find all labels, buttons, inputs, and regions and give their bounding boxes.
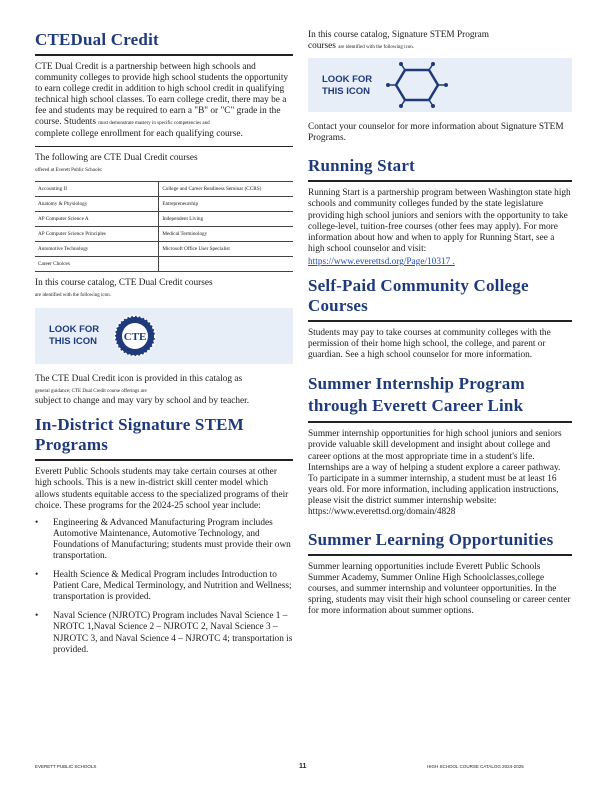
footer-left: EVERETT PUBLIC SCHOOLS bbox=[35, 764, 97, 769]
table-cell: Accounting II bbox=[35, 181, 159, 196]
summer-learning-heading: Summer Learning Opportunities bbox=[308, 530, 554, 550]
cte-catalog-text: In this course catalog, CTE Dual Credit courses bbox=[35, 277, 213, 288]
page-footer bbox=[35, 764, 555, 769]
cte-look-for-box bbox=[35, 308, 293, 364]
table-cell: Independent Living bbox=[159, 211, 293, 226]
stem-catalog-note bbox=[308, 30, 572, 52]
cte-intro-paragraph bbox=[35, 62, 293, 140]
table-cell: College and Career Readiness Seminar (CCRS) bbox=[159, 181, 293, 196]
look-for-line2: THIS ICON bbox=[322, 86, 371, 98]
cte-badge-icon bbox=[113, 314, 157, 363]
table-cell: Medical Terminology bbox=[159, 226, 293, 241]
heading-rule bbox=[308, 180, 572, 182]
cte-badge-text: CTE bbox=[123, 331, 147, 344]
look-for-line1: LOOK FOR bbox=[322, 74, 373, 86]
table-row bbox=[35, 211, 293, 226]
self-paid-heading: Self-Paid Community College Courses bbox=[308, 276, 529, 316]
heading-rule bbox=[35, 459, 293, 461]
icon-note-end: subject to change and may vary by school and by teacher. bbox=[35, 396, 250, 407]
footer-right: HIGH SCHOOL COURSE CATALOG 2024-2025 bbox=[427, 764, 524, 769]
table-row bbox=[35, 181, 293, 196]
cte-catalog-note bbox=[35, 278, 293, 300]
list-item: • Naval Science (NJROTC) Program includes Naval Science 1 – NROTC 1,Naval Science 2 – NJROTC 2, Naval Science 3 – NJROTC 3, and Naval Science 4 – NJROTC 4; transportation is provided. bbox=[35, 611, 293, 655]
left-column bbox=[35, 0, 293, 664]
section-rule bbox=[35, 146, 293, 147]
cte-dual-credit-heading: CTEDual Credit bbox=[35, 30, 159, 49]
list-item: • Health Science & Medical Program includes Introduction to Patient Care, Medical Terminology, and Nutrition and Wellness; transportation is provided. bbox=[35, 570, 293, 603]
cte-icon-note bbox=[35, 374, 293, 407]
cte-intro-end: complete college enrollment for each qualifying course. bbox=[35, 128, 243, 139]
cte-intro-text: CTE Dual Credit is a partnership between high schools and community colleges to provide high school students the opportunity to earn college credit in addition to high school credit in qualifying technical high school classes. To earn college credit, there may be a fee and students may be required to earn a "B" or "C" grade in the course. Students bbox=[35, 62, 289, 128]
stem-programs-paragraph: Everett Public Schools students may take certain courses at other high schools. This is a new in-district skill center model which allows students equitable access to the specialized programs of their choice. These programs for the 2024-25 school year include: bbox=[35, 467, 289, 511]
look-for-line2: THIS ICON bbox=[49, 336, 98, 348]
cte-catalog-small: are identified with the following icon. bbox=[35, 292, 111, 298]
stem-programs-heading: In-District Signature STEM Programs bbox=[35, 415, 244, 455]
running-start-paragraph: Running Start is a partnership program between Washington state high schools and community colleges funded by the state legislature providing high school juniors and seniors with the opportunity to take college-level, tuition-free courses (other fees may apply). For more information about how and when to apply for Running Start, see a high school counselor and visit: bbox=[308, 188, 571, 254]
table-cell: Career Choices bbox=[35, 256, 159, 271]
summer-learning-paragraph: Summer learning opportunities include Everett Public Schools Summer Academy, Summer Online High Schoolclasses,college courses, and summer internship and volunteer opportunities. In the spring, students may visit their high school counseling or career center for more information about summer options. bbox=[308, 562, 571, 617]
summer-internship-paragraph: Summer internship opportunities for high school juniors and seniors provide valuable skill development and insight about college and career options at the most appropriate time in a student's life. Internships are a way of helping a student explore a career pathway. To participate in a summer internship, a student must be at least 16 years old. For more information, including application instructions, please visit the district summer internship website: https://www.everettsd.org/domain/4828 bbox=[308, 429, 562, 517]
stem-catalog-courses: courses bbox=[308, 41, 336, 52]
table-cell: Anatomy & Physiology bbox=[35, 196, 159, 211]
table-cell: Microsoft Office User Specialist bbox=[159, 241, 293, 256]
heading-rule bbox=[308, 320, 572, 322]
dual-credit-courses-table bbox=[35, 181, 293, 272]
page-number: 11 bbox=[299, 763, 307, 770]
table-row bbox=[35, 241, 293, 256]
heading-rule bbox=[308, 554, 572, 556]
look-for-line1: LOOK FOR bbox=[49, 324, 100, 336]
stem-programs-list bbox=[35, 518, 293, 656]
icon-note-text: The CTE Dual Credit icon is provided in this catalog as bbox=[35, 374, 243, 385]
stem-catalog-text: In this course catalog, Signature STEM Program bbox=[308, 30, 489, 40]
heading-rule bbox=[308, 421, 572, 423]
courses-intro bbox=[35, 153, 293, 175]
stem-contact-text: Contact your counselor for more information about Signature STEM Programs. bbox=[308, 122, 564, 144]
list-item: • Engineering & Advanced Manufacturing Program includes Automotive Maintenance, Automotive Technology, and Foundations of Manufacturing; students must provide their own transportation. bbox=[35, 518, 293, 562]
look-for-label bbox=[322, 74, 372, 98]
table-cell: AP Computer Science A bbox=[35, 211, 159, 226]
running-start-link-line bbox=[308, 257, 572, 268]
courses-intro-text: The following are CTE Dual Credit courses bbox=[35, 152, 198, 163]
self-paid-paragraph: Students may pay to take courses at community colleges with the permission of their home high school, the college, and parent or guardian. See a high school counselor for more information. bbox=[308, 328, 551, 361]
heading-rule bbox=[35, 54, 293, 56]
table-row bbox=[35, 226, 293, 241]
table-row bbox=[35, 196, 293, 211]
table-cell: AP Computer Science Principles bbox=[35, 226, 159, 241]
summer-internship-heading: Summer Internship Program through Everett Career Link bbox=[308, 374, 525, 416]
cte-intro-small: must demonstrate mastery in specific competencies and bbox=[98, 121, 210, 127]
circuit-hexagon-icon bbox=[386, 62, 448, 113]
courses-intro-small: offered at Everett Public Schools: bbox=[35, 167, 103, 173]
table-row bbox=[35, 256, 293, 271]
running-start-heading: Running Start bbox=[308, 156, 415, 176]
stem-look-for-box bbox=[308, 58, 572, 112]
icon-note-small: general guidance; CTE Dual Credit course offerings are bbox=[35, 389, 147, 395]
look-for-label bbox=[49, 324, 99, 348]
running-start-link[interactable]: https://www.everettsd.org/Page/10317 . bbox=[308, 256, 455, 267]
right-column bbox=[308, 0, 572, 624]
stem-catalog-small: are identified with the following icon. bbox=[338, 45, 415, 51]
table-cell: Automotive Technology bbox=[35, 241, 159, 256]
table-cell bbox=[159, 256, 293, 271]
table-cell: Entrepreneurship bbox=[159, 196, 293, 211]
